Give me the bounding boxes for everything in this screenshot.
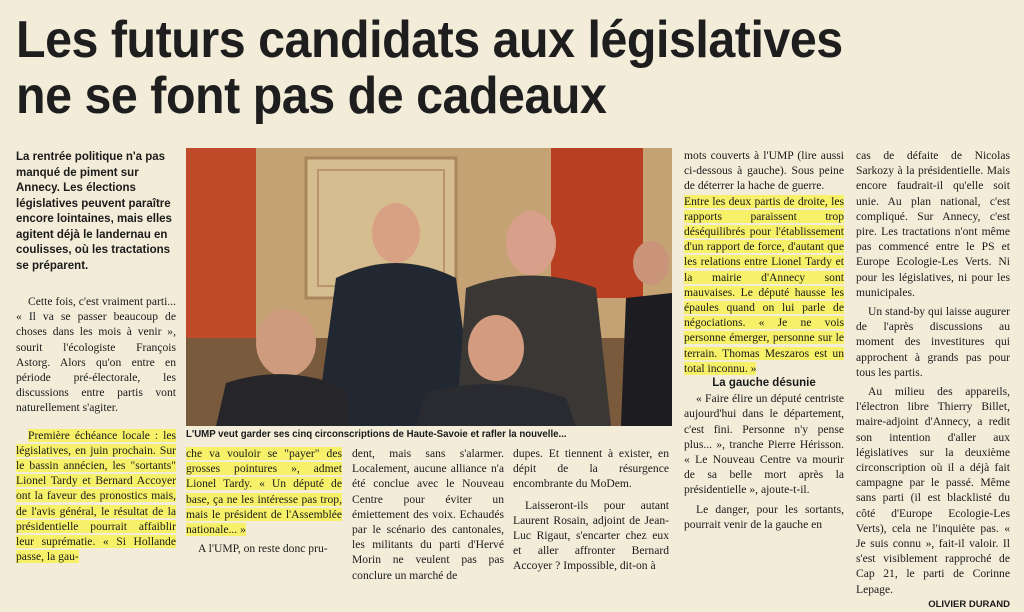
person-face <box>633 241 669 285</box>
body-paragraph-highlighted <box>684 194 844 376</box>
body-paragraph: Le danger, pour les sortants, pourrait venir de la gauche en <box>684 502 844 531</box>
body-paragraph: cas de défaite de Nicolas Sarkozy à la présidentielle. Mais encore faudrait-il qu'elle soit unie. Au plan national, c'est compliqué. Sur Annecy, c'est pire. Les tractations n'ont même pas commencé entre le PS et Europe Ecologie-Les Verts. Ni pour les législatives, ni pour les municipales. <box>856 149 1010 299</box>
headline <box>16 12 937 124</box>
person-face <box>468 315 524 381</box>
person-face <box>256 309 316 377</box>
author-signature: OLIVIER DURAND <box>928 598 1010 610</box>
body-paragraph: Un stand-by qui laisse augurer de l'après discussions au moment des investitures qui approchent à grands pas pour tous les partis. <box>856 305 1010 379</box>
person-suit <box>621 293 672 426</box>
body-paragraph: Cette fois, c'est vraiment parti... « Il va se passer beaucoup de choses dans les mois à venir », sourit l'écologiste François Astorg. Alors qu'on entre en période pré-électorale, les discussions entre partis vont naturellement s'agiter. <box>16 295 176 415</box>
highlighted-text: che va vouloir se "payer" des grosses pointures », admet Lionel Tardy. « Un député de base, ça ne les intéresse pas trop, mais le président de l'Assemblée nationale... » <box>186 447 342 537</box>
chapo: La rentrée politique n'a pas manqué de piment sur Annecy. Les élections législatives peuvent paraître encore lointaines, mais elles agitent déjà le landernau en coulisses, où les tractations se préparent. <box>16 151 172 272</box>
photo-caption: L'UMP veut garder ses cinq circonscriptions de Haute-Savoie et rafler la nouvelle... <box>186 428 567 440</box>
body-paragraph: dent, mais sans s'alarmer. Localement, aucune alliance n'a été conclue avec le Nouveau Centre pour éviter un émiettement des voix. Echaudés par le scénario des cantonales, les militants du parti d'Hervé Morin ne veulent pas pas conclure un marché de <box>352 447 504 582</box>
body-paragraph: Laisseront-ils pour autant Laurent Rosain, adjoint de Jean-Luc Rigaut, s'encarter chez eux et aller affronter Bernard Accoyer ? Impossible, dit-on à <box>513 498 669 573</box>
column-4 <box>513 446 669 574</box>
highlighted-text: Entre les deux partis de droite, les rapports paraissent trop déséquilibrés pour l'établissement d'un rapport de force, d'autant que les relations entre Lionel Tardy et la mairie d'Annecy sont mauvaises. Le député hausse les épaules quand on lui parle de négociations. « Je ne vois personne émerger, personne sur le terrain. Thomas Meszaros est un total inconnu. » <box>684 194 844 375</box>
headline-line-1: Les futurs candidats aux législatives <box>16 11 843 69</box>
body-paragraph: A l'UMP, on reste donc pru- <box>198 542 328 556</box>
person-face <box>372 203 420 263</box>
headline-line-2: ne se font pas de cadeaux <box>16 67 607 125</box>
body-paragraph: « Faire élire un député centriste aujourd'hui dans le département, c'est fini. Personne n'y pense plus... », tranche Pierre Hérisson. « Le Nouveau Centre va mourir de sa belle mort après la présidentielle », ajoute-t-il. <box>684 392 844 497</box>
column-2 <box>186 446 342 556</box>
subheading: La gauche désunie <box>712 377 816 390</box>
column-6 <box>856 148 1010 612</box>
body-paragraph: Au milieu des appareils, l'électron libre Thierry Billet, maire-adjoint d'Annecy, a redit son intention d'aller aux législatives sur la deuxième circonscription où il a déjà fait campagne par le passé. Même sans parti (il est blacklisté du côté d'Europe Ecologie-Les Verts), cela ne l'inquiète pas. « Je suis connu », fait-il valoir. Il s'est visiblement rapproché de Cap 21, le parti de Corinne Lepage. <box>856 385 1010 596</box>
body-paragraph-highlighted <box>16 428 176 565</box>
highlighted-text: Première échéance locale : les législatives, en juin prochain. Sur le bassin annécien, les "sortants" Lionel Tardy et Bernard Accoyer ont la faveur des pronostics mais, de l'avis général, le résultat de la présidentielle pourrait affaiblir leur suprématie. « Si Hollande passe, la gau- <box>16 428 176 564</box>
body-paragraph: mots couverts à l'UMP (lire aussi ci-dessous à gauche). Sous peine de déterrer la hache de guerre. <box>684 149 844 193</box>
red-curtain-right <box>551 148 643 298</box>
article-photo <box>186 148 672 426</box>
body-paragraph: dupes. Et tiennent à exister, en dépit de la résurgence encombrante du MoDem. <box>513 447 669 491</box>
red-curtain-left <box>186 148 256 338</box>
person-face <box>506 211 556 275</box>
body-paragraph-highlighted <box>186 446 342 537</box>
column-5 <box>684 148 844 532</box>
column-3 <box>352 446 504 583</box>
column-1 <box>16 150 176 564</box>
photo-illustration <box>186 148 672 426</box>
